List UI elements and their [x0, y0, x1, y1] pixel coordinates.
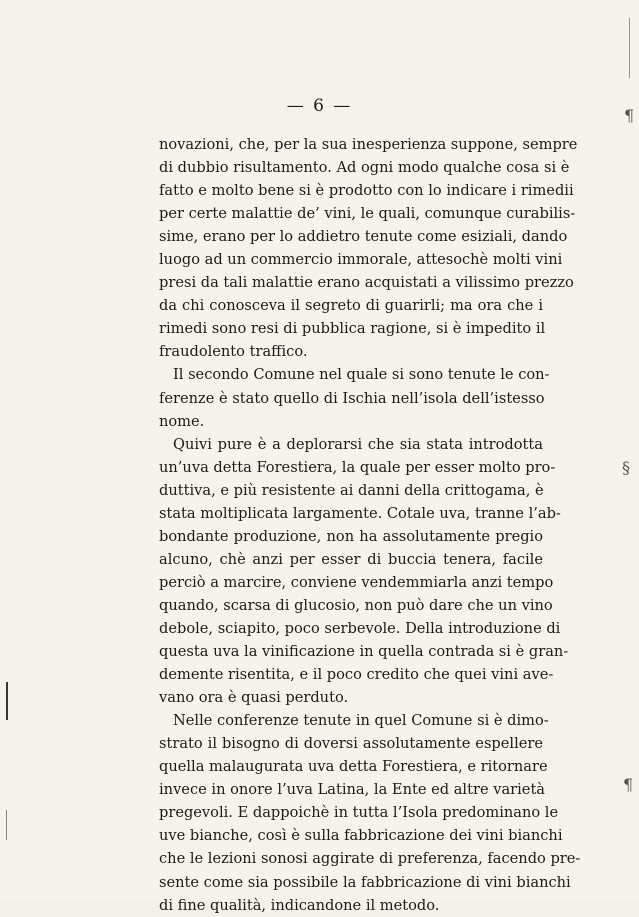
edge-mark-icon: ¶: [624, 106, 635, 125]
text-line: un’uva detta Forestiera, la quale per esser molto pro-: [159, 458, 556, 476]
text-line: nome.: [159, 412, 205, 430]
text-line: vano ora è quasi perduto.: [159, 689, 349, 707]
right-edge-rule: [629, 18, 630, 78]
text-line: uve bianche, così è sulla fabbricazione dei vini bianchi: [159, 827, 563, 845]
text-line: quella malaugurata uva detta Forestiera, e ritornare: [159, 758, 548, 776]
text-line: stata moltiplicata largamente. Cotale uva, tranne l’ab-: [159, 504, 561, 522]
text-line: ferenze è stato quello di Ischia nell’isola dell’istesso: [159, 389, 545, 407]
text-line: quando, scarsa di glucosio, non può dare che un vino: [159, 596, 553, 614]
text-line: duttiva, e più resistente ai danni della crittogama, è: [159, 481, 544, 499]
text-line: sente come sia possibile la fabbricazione di vini bianchi: [159, 873, 571, 891]
text-line: perciò a marcire, conviene vendemmiarla anzi tempo: [159, 573, 554, 591]
body-text: [159, 133, 581, 917]
text-line: bondante produzione, non ha assolutamente pregio: [159, 527, 543, 545]
text-line: pregevoli. E dappoichè in tutta l’Isola predominano le: [159, 804, 559, 822]
left-margin-rule: [6, 682, 8, 720]
text-line: Nelle conferenze tenute in quel Comune si è dimo-: [173, 712, 549, 730]
text-line: debole, sciapito, poco serbevole. Della introduzione di: [159, 619, 561, 637]
edge-mark-icon: ¶: [623, 775, 634, 794]
text-line: invece in onore l’uva Latina, la Ente ed altre varietà: [159, 781, 546, 799]
text-line: Quivi pure è a deplorarsi che sia stata introdotta: [173, 435, 543, 453]
text-line: luogo ad un commercio immorale, attesochè molti vini: [159, 251, 563, 269]
text-line: sime, erano per lo addietro tenute come esiziali, dando: [159, 228, 568, 246]
text-line: alcuno, chè anzi per esser di buccia tenera, facile: [159, 550, 543, 568]
text-line: strato il bisogno di doversi assolutamente espellere: [159, 735, 543, 753]
edge-mark-icon: §: [622, 458, 630, 477]
text-line: da chi conosceva il segreto di guarirli; ma ora che i: [159, 297, 543, 315]
text-line: Il secondo Comune nel quale si sono tenute le con-: [173, 366, 550, 384]
page-number: — 6 —: [286, 96, 353, 116]
text-line: fraudolento traffico.: [159, 343, 308, 361]
text-line: questa uva la vinificazione in quella contrada si è gran-: [159, 643, 569, 661]
text-line: per certe malattie de’ vini, le quali, comunque curabilis-: [159, 205, 576, 223]
text-line: novazioni, che, per la sua inesperienza suppone, sempre: [159, 136, 578, 153]
text-line: rimedi sono resi di pubblica ragione, si è impedito il: [159, 320, 546, 338]
text-line: fatto e molto bene si è prodotto con lo indicare i rimedii: [159, 182, 574, 200]
left-margin-rule: [6, 810, 7, 840]
text-line: che le lezioni sonosi aggirate di preferenza, facendo pre-: [159, 850, 581, 868]
text-line: di fine qualità, indicandone il metodo.: [159, 896, 440, 914]
text-line: di dubbio risultamento. Ad ogni modo qualche cosa si è: [159, 159, 570, 177]
text-line: presi da tali malattie erano acquistati a vilissimo prezzo: [159, 274, 574, 292]
text-line: demente risentita, e il poco credito che quei vini ave-: [159, 666, 554, 684]
